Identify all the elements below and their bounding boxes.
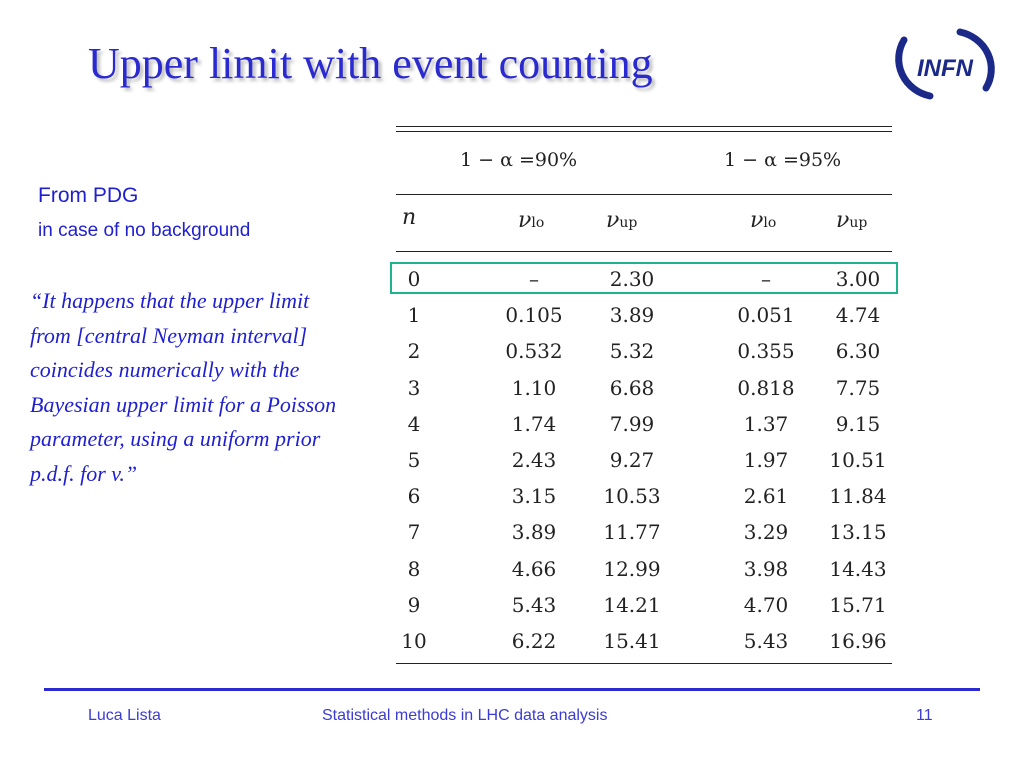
- cl-header-90: 1 − α =90%: [460, 149, 578, 171]
- table-cell-n: 5: [407, 448, 421, 472]
- table-cell: 3.89: [511, 520, 557, 544]
- table-cell: 15.41: [603, 629, 661, 653]
- logo-text: INFN: [917, 55, 973, 82]
- nu-symbol: ν: [606, 208, 620, 233]
- col-header-nu-lo-90: [518, 208, 544, 235]
- table-cell: 10.53: [603, 484, 661, 508]
- table-cell: 0.051: [737, 303, 795, 327]
- table-cell: 0.532: [505, 339, 563, 363]
- table-cell: –: [761, 267, 771, 291]
- source-note: in case of no background: [38, 220, 251, 241]
- table-cell: 4.66: [511, 557, 557, 581]
- table-cell: 2.30: [609, 267, 655, 291]
- table-cell-n: 8: [407, 557, 421, 581]
- table-cell: 14.21: [603, 593, 661, 617]
- cl-header-95: 1 − α =95%: [724, 149, 842, 171]
- nu-symbol: ν: [750, 208, 764, 233]
- table-cell: 16.96: [829, 629, 887, 653]
- nu-symbol: ν: [518, 208, 532, 233]
- table-cell: 0.818: [737, 376, 795, 400]
- table-cell: 4.70: [743, 593, 789, 617]
- table-cell-n: 9: [407, 593, 421, 617]
- table-cell: 5.32: [609, 339, 655, 363]
- table-cell: 7.75: [835, 376, 881, 400]
- table-cell: 1.37: [743, 412, 789, 436]
- table-cell-n: 2: [407, 339, 421, 363]
- table-cell: 4.74: [835, 303, 881, 327]
- source-label: From PDG: [38, 184, 139, 207]
- table-cell: –: [529, 267, 539, 291]
- table-cell: 1.97: [743, 448, 789, 472]
- table-cell: 2.43: [511, 448, 557, 472]
- col-header-nu-up-95: [836, 208, 867, 235]
- table-cell: 0.105: [505, 303, 563, 327]
- table-header-rule: [396, 194, 892, 195]
- table-cell-n: 1: [407, 303, 421, 327]
- col-header-n: n: [402, 205, 417, 230]
- table-cell: 5.43: [743, 629, 789, 653]
- col-header-nu-up-90: [606, 208, 637, 235]
- table-cell: 12.99: [603, 557, 661, 581]
- infn-logo: [890, 18, 1000, 110]
- subscript-up: up: [849, 215, 868, 231]
- subscript-lo: lo: [763, 215, 777, 231]
- pdg-quote: “It happens that the upper limit from [central Neyman interval] coincides numerically with the Bayesian upper limit for a Poisson parameter, using a uniform prior p.d.f. for v.”: [30, 288, 337, 486]
- subscript-lo: lo: [531, 215, 545, 231]
- table-cell: 1.10: [511, 376, 557, 400]
- table-cell: 11.84: [829, 484, 887, 508]
- table-cell-n: 4: [407, 412, 421, 436]
- table-cell: 3.89: [609, 303, 655, 327]
- table-cell: 9.15: [835, 412, 881, 436]
- table-cell: 6.22: [511, 629, 557, 653]
- table-cell-n: 3: [407, 376, 421, 400]
- table-cell: 1.74: [511, 412, 557, 436]
- footer-divider: [44, 688, 980, 691]
- table-cell: 3.29: [743, 520, 789, 544]
- table-cell: 6.30: [835, 339, 881, 363]
- footer-course: Statistical methods in LHC data analysis: [322, 707, 608, 724]
- table-cell: 3.00: [835, 267, 881, 291]
- slide-title: Upper limit with event counting: [88, 39, 653, 88]
- table-cell: 7.99: [609, 412, 655, 436]
- table-cell: 15.71: [829, 593, 887, 617]
- col-header-nu-lo-95: [750, 208, 776, 235]
- subscript-up: up: [619, 215, 638, 231]
- table-cell: 6.68: [609, 376, 655, 400]
- table-cell: 14.43: [829, 557, 887, 581]
- table-cell: 9.27: [609, 448, 655, 472]
- table-cell-n: 10: [401, 629, 427, 653]
- table-cell-n: 7: [407, 520, 421, 544]
- table-cell-n: 6: [407, 484, 421, 508]
- nu-symbol: ν: [836, 208, 850, 233]
- table-cell-n: 0: [407, 267, 421, 291]
- table-cell: 10.51: [829, 448, 887, 472]
- table-cell: 3.98: [743, 557, 789, 581]
- table-subheader-rule: [396, 251, 892, 252]
- table-top-rule: [396, 126, 892, 127]
- table-cell: 2.61: [743, 484, 789, 508]
- table-top-rule-2: [396, 131, 892, 132]
- table-cell: 13.15: [829, 520, 887, 544]
- footer-author: Luca Lista: [88, 707, 161, 724]
- table-cell: 5.43: [511, 593, 557, 617]
- table-cell: 3.15: [511, 484, 557, 508]
- footer-page-number: 11: [916, 707, 933, 724]
- table-bottom-rule: [396, 663, 892, 664]
- table-cell: 11.77: [603, 520, 661, 544]
- table-cell: 0.355: [737, 339, 795, 363]
